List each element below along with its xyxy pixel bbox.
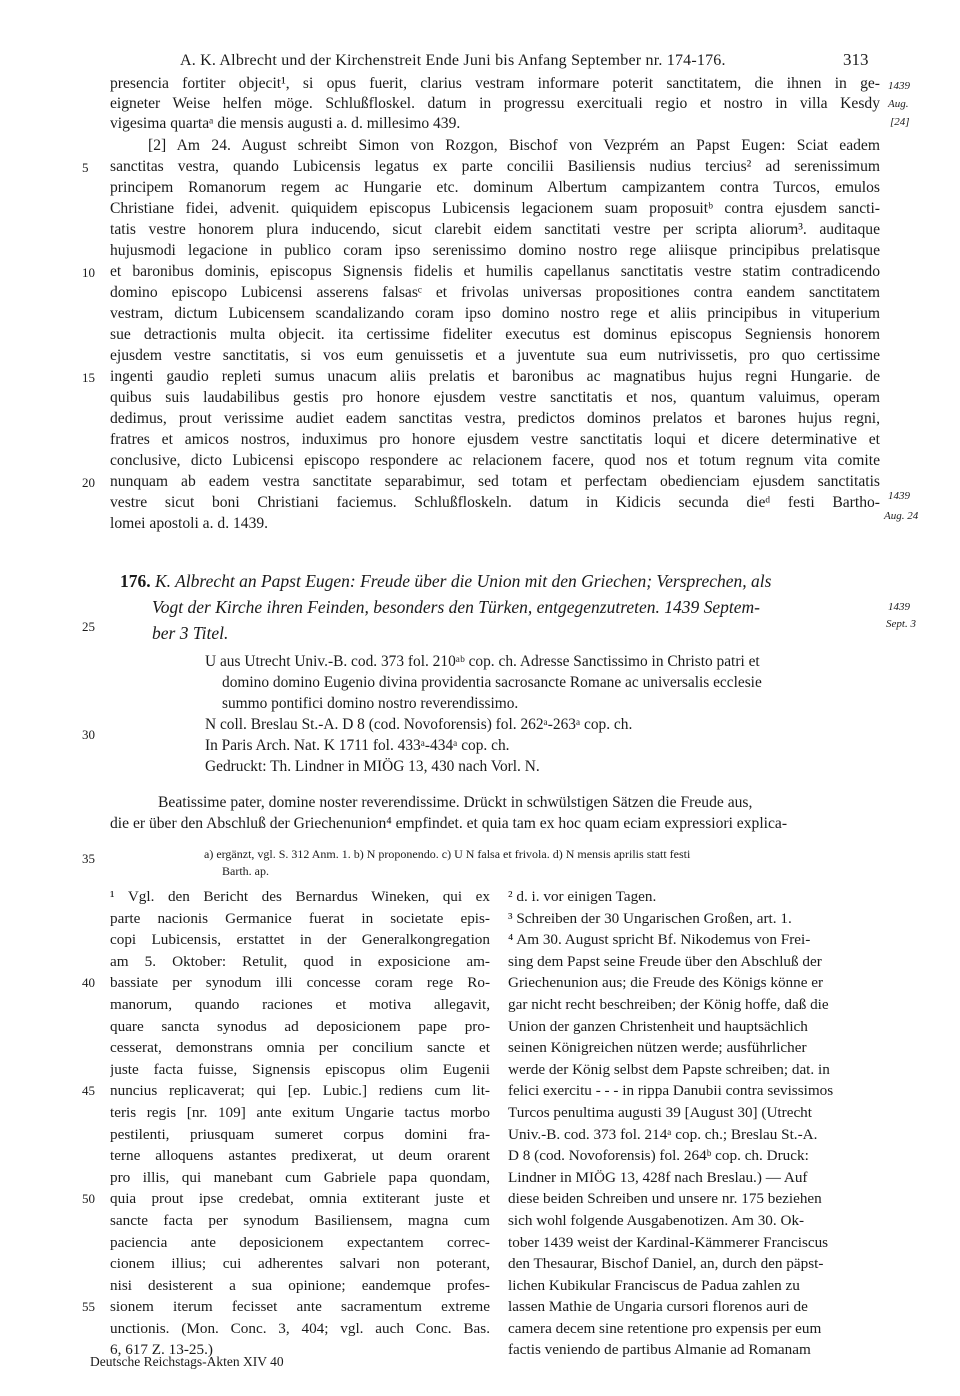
line-number: 10 [82, 265, 95, 280]
document-heading [120, 570, 771, 593]
footnote-line: pro illis, qui manebant cum Gabriele papa quondam, [110, 1168, 490, 1186]
footnote-line: Union der ganzen Christenheit und hauptsächlich [508, 1017, 808, 1035]
page-number: 313 [843, 50, 869, 69]
footnote-line: unctionis. (Mon. Conc. 3, 404; vgl. auch Conc. Bas. [110, 1319, 490, 1337]
footnote-line: paciencia ante deposicionem expectantem correc- [110, 1233, 490, 1251]
body-line: dedimus, prout verissime audiet eadem sanctitas vestra, predictos dominos prelatos et barones hujus regni, [110, 410, 880, 427]
footnote-line: gar nicht recht beschreiben; der König hoffe, daß die [508, 995, 829, 1013]
footnote-line: cesserat, demonstrans omnia per concilium sancte et [110, 1039, 490, 1057]
variant-note: a) ergänzt, vgl. S. 312 Anm. 1. b) N proponendo. c) U N falsa et frivola. d) N mensis aprilis statt festi [204, 847, 691, 861]
body-line: hujusmodi legacione in publico coram ipso serenissimo domino nostro rege aliisque principibus prelatisque [110, 242, 880, 259]
footnote-line: lichen Kubikular Franciscus de Padua zahlen zu [508, 1276, 800, 1294]
body-line: domino episcopo Lubicensi asserens falsasᶜ et frivolas universas propositiones contra eandem sanctitatem [110, 284, 880, 301]
footnote-line: quare sancta synodus ad deposicionem pape pro- [110, 1017, 490, 1035]
running-header: A. K. Albrecht und der Kirchenstreit Ende Juni bis Anfang September nr. 174-176. [180, 52, 726, 69]
body-line: tatis vestre honorem plura inducendo, sicut clarebit eidem sanctitati vestre per scripta aliorum³. auditaque [110, 221, 880, 238]
footnote-line: lassen Mathie de Ungaria cursori florenos auri de [508, 1298, 808, 1316]
body-line: principem Romanorum regem ac Hungarie etc. dominum Albertum campizantem contra Turcos, emulos [110, 179, 880, 196]
body-line: sanctitas vestra, quando Lubicensis legatus ex parte concilii Basiliensis nudius tercius² ad serenissimum [110, 158, 880, 175]
line-number: 5 [82, 160, 89, 175]
footnote-line: ⁴ Am 30. August spricht Bf. Nikodemus von Frei- [508, 931, 811, 949]
footnote-line: diese beiden Schreiben und unsere nr. 175 beziehen [508, 1190, 822, 1208]
body-line: quibus suis laudabilibus gestis pro honore ejusdem vestre sanctitatis et nos, quantum valuimus, operam [110, 389, 880, 406]
body-line: et baronibus dominis, episcopus Signensis fidelis et humilis capellanus sanctitatis vestre statim contradicendo [110, 263, 880, 280]
body-line: sue detractionis multa objecit. ita certissime fideliter executus est dominus episcopus Segniensis honorem [110, 326, 880, 343]
footnote-line: ³ Schreiben der 30 Ungarischen Großen, art. 1. [508, 909, 792, 927]
footnote-line: bassiate per synodum illi concesse coram rege Ro- [110, 974, 490, 992]
footnote-line: nuncius replicaverat; qui [ep. Lubic.] rediens cum lit- [110, 1082, 490, 1100]
document-title-line: K. Albrecht an Papst Eugen: Freude über die Union mit den Griechen; Versprechen, als [155, 571, 772, 591]
source-line: In Paris Arch. Nat. K 1711 fol. 433ᵃ-434ᵃ cop. ch. [205, 737, 510, 754]
footnote-line: sancte facta per synodum Basiliensem, magna cum [110, 1211, 490, 1229]
footnote-line: ¹ Vgl. den Bericht des Bernardus Wineken, qui ex [110, 888, 490, 905]
footnote-line: am 5. Oktober: Retulit, quod in exposicione am- [110, 952, 490, 970]
line-number: 35 [82, 851, 95, 866]
footnotes-right [508, 886, 880, 1361]
source-line: U aus Utrecht Univ.-B. cod. 373 fol. 210ᵃᵇ cop. ch. Adresse Sanctissimo in Christo patri et [205, 653, 760, 670]
footnote-line: Univ.-B. cod. 373 fol. 214ᵃ cop. ch.; Breslau St.-A. [508, 1125, 818, 1143]
footnote-line: parte nacionis Germanice fuerat in societate epis- [110, 909, 490, 927]
body-line: vestre sicut boni Christiani faciemus. Schlußfloskeln. datum in Kidicis secunda dieᵈ festi Bartho- [110, 494, 880, 511]
footnote-line: Turcos penultima augusti 39 [August 30] (Utrecht [508, 1103, 812, 1121]
footnote-line: felici exercitu - - - in rippa Danubii contra sevissimos [508, 1082, 834, 1100]
body-line: ingenti gaudio repleti sumus unacum aliis prelatis et baronibus ac magnatibus hujus regni Hungarie. de [110, 368, 880, 385]
body-line: lomei apostoli a. d. 1439. [110, 515, 269, 532]
footnote-line: werde der König selbst dem Papste schreiben; dat. in [508, 1060, 830, 1078]
document-title-line: ber 3 Titel. [152, 623, 229, 643]
margin-date: 1439 [888, 490, 910, 502]
body-line: conclusive, dicto Lubicensi episcopo respondere ac relacionem facere, quod nos et totum regnum vita comite [110, 452, 880, 469]
footnote-line: Lindner in MIÖG 13, 428f nach Breslau.) — Auf [508, 1168, 808, 1186]
margin-date: Sept. 3 [886, 618, 916, 630]
footnote-line: sich wohl folgende Ausgabenotizen. Am 30. Ok- [508, 1211, 805, 1229]
line-number: 20 [82, 475, 95, 490]
footnote-line: den Thesaurar, Bischof Daniel, an, durch den päpst- [508, 1255, 824, 1273]
body-line: fratres et amicos nostros, induximus pro honore ejusdem vestre sanctitatis loqui et dicere determinative et [110, 431, 880, 448]
variant-note: Barth. ap. [222, 864, 269, 878]
footnote-line: pestilenti, priusquam sumeret corpus domini fra- [110, 1125, 490, 1143]
source-line: N coll. Breslau St.-A. D 8 (cod. Novoforensis) fol. 262ᵃ-263ᵃ cop. ch. [205, 716, 633, 733]
body-line: die er über den Abschluß der Griechenunion⁴ empfindet. et quia tam ex hoc quam eciam expressiori explica- [110, 815, 788, 832]
margin-date: 1439 [888, 80, 910, 92]
source-line: summo pontifici domino nostro reverendissimo. [222, 695, 519, 712]
body-line: vigesima quartaᵃ die mensis augusti a. d. millesimo 439. [110, 115, 461, 132]
footnote-line: teris regis [nr. 109] ante exitum Ungarie tactus morbo [110, 1103, 490, 1121]
margin-date: Aug. [888, 98, 909, 110]
line-number: 45 [82, 1083, 95, 1098]
footnote-line: sionem iterum fecisset ante sacramentum extreme [110, 1298, 490, 1316]
document-title-line: Vogt der Kirche ihren Feinden, besonders den Türken, entgegenzutreten. 1439 Septem- [152, 597, 760, 617]
body-line: Christiane fidei, advenit. quiquidem episcopus Lubicensis legacionem suam proposuitᵇ contra ejusdem sancti- [110, 200, 880, 217]
footnotes-left [110, 886, 490, 1361]
footnote-line: D 8 (cod. Novoforensis) fol. 264ᵇ cop. ch. Druck: [508, 1147, 809, 1165]
footnote-line: 6, 617 Z. 13-25.) [110, 1341, 213, 1359]
margin-date: Aug. 24 [884, 510, 919, 522]
body-line: vestram, dictum Lubicensem scandalizando coram ipso domino nostro rege et aliis principibus in vituperium [110, 305, 880, 322]
line-number: 50 [82, 1191, 95, 1206]
body-line: eigneter Weise helfen möge. Schlußfloskel. datum in progressu exercituali regio et nostro in villa Kesdy [110, 95, 880, 112]
footnote-line: nisi desisterent a sua opinione; eandemque profes- [110, 1276, 490, 1294]
body-line: nunquam ab eadem vestra sanctitate separabimur, sed totam et perfectam obedienciam ejusdem sanctitatis [110, 473, 880, 490]
line-number: 15 [82, 370, 95, 385]
source-line: domino domino Eugenio divina providentia sacrosancte Romane ac universalis ecclesie [222, 674, 762, 691]
footnote-line: cionem illius; cui adherentes salvari non poterant, [110, 1255, 490, 1273]
body-line: ejusdem vestre sanctitatis, si vos eum genuissetis et a juventute sua eum nutrivissetis, pro quo certissime [110, 347, 880, 364]
footnote-line: tober 1439 weist der Kardinal-Kämmerer Franciscus [508, 1233, 829, 1251]
footnote-line: quia prout ipse credebat, omnia extiterant juste et [110, 1190, 490, 1208]
footnote-line: manorum, quando raciones et motiva allegavit, [110, 995, 490, 1013]
footnote-line: seinen Königreichen nützen werde; ausführlicher [508, 1039, 807, 1057]
document-number: 176. [120, 571, 151, 591]
body-line: presencia fortiter objecit¹, si opus fuerit, clarius vestram informare poterit sanctitatem, die ihnen in ge- [110, 75, 880, 92]
page-footer: Deutsche Reichstags-Akten XIV 40 [90, 1354, 284, 1369]
footnote-line: camera decem sine retentione pro expensis per eum [508, 1319, 822, 1337]
line-number: 30 [82, 727, 95, 742]
margin-date: [24] [890, 116, 910, 128]
source-line: Gedruckt: Th. Lindner in MIÖG 13, 430 nach Vorl. N. [205, 758, 540, 775]
footnote-line: sing dem Papst seine Freude über den Abschluß der [508, 952, 822, 970]
footnote-line: Griechenunion aus; die Freude des Königs könne er [508, 974, 824, 992]
footnote-line: copi Lubicensis, erstattet in der Generalkongregation [110, 931, 490, 949]
footnote-line: ² d. i. vor einigen Tagen. [508, 888, 657, 905]
footnote-line: terne alloquens astantes predixerat, ut deum orarent [110, 1147, 490, 1165]
footnote-line: juste facta fuisse, Signensis episcopus olim Eugenii [110, 1060, 490, 1078]
line-number: 55 [82, 1299, 95, 1314]
footnote-line: factis veniendo de partibus Almanie ad Romanam [508, 1341, 811, 1359]
body-line: Beatissime pater, domine noster reverendissime. Drückt in schwülstigen Sätzen die Freude aus, [158, 794, 753, 811]
body-line: [2] Am 24. August schreibt Simon von Rozgon, Bischof von Vezprém an Papst Eugen: Sciat eadem [148, 137, 880, 154]
line-number: 40 [82, 975, 95, 990]
margin-date: 1439 [888, 601, 910, 613]
line-number: 25 [82, 619, 95, 634]
